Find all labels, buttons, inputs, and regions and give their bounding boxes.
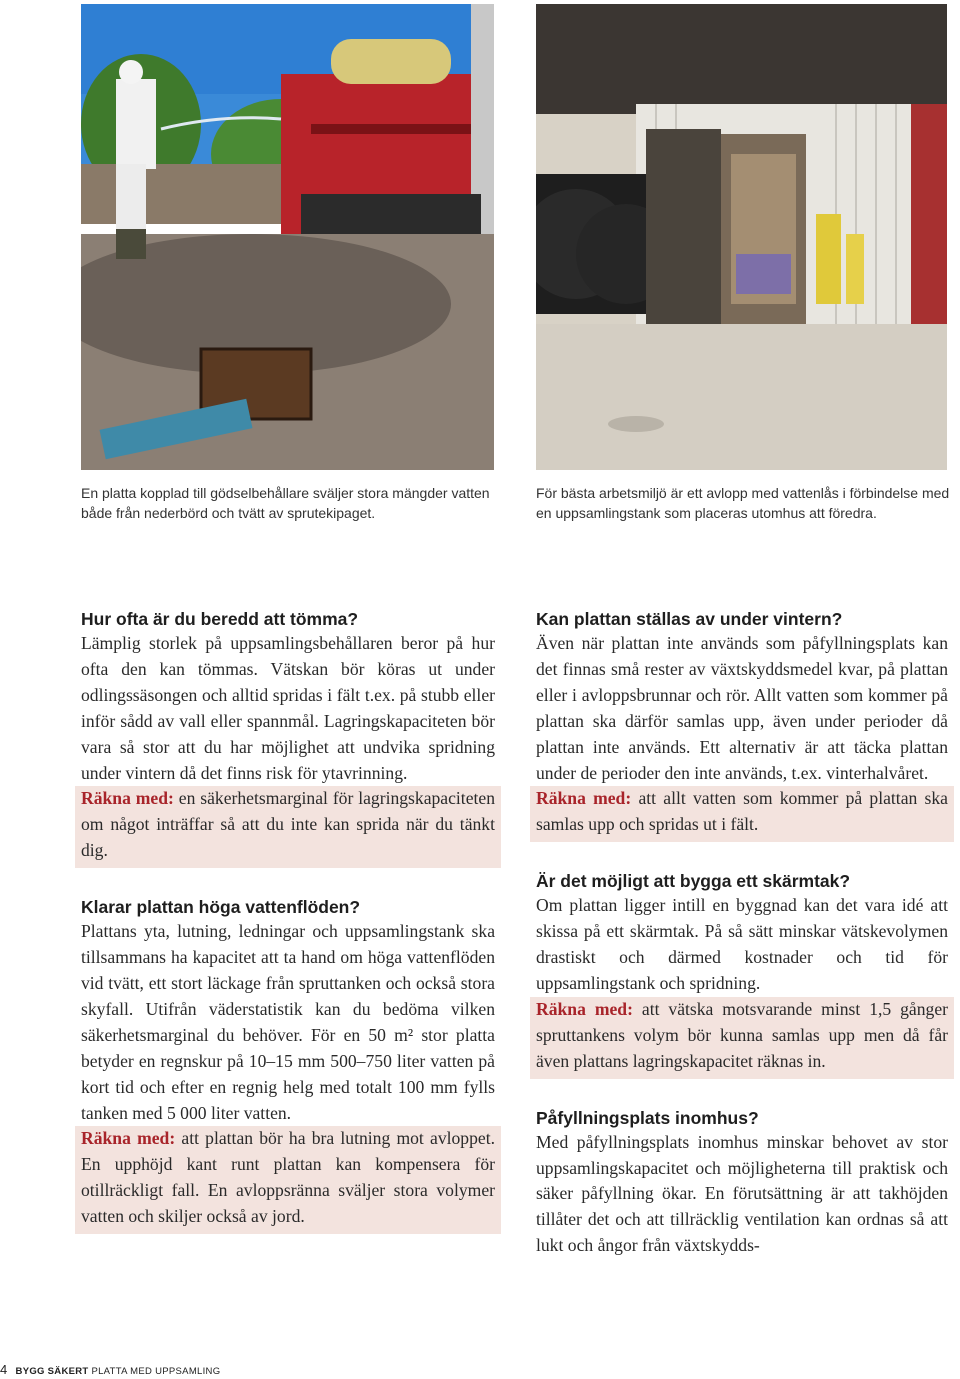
section-body: Plattans yta, lutning, ledningar och uppsamlingstank ska tillsammans ha kapacitet att ta hand om höga vattenflöden vid tvätt, ett stort läckage från spruttanken och också stora skyfall. Utifrån väderstatistik kan du bedöma vilken säkerhetsmarginal du behöver. För en 50 m² stor platta betyder en regnskur på 10–15 mm 500–750 liter vatten på kort tid och efter en regnig helg med totalt 100 mm fylls tanken med 5 000 liter vatten. [81,921,495,1123]
section-indoor-filling [536,1106,948,1260]
left-column [81,607,495,1234]
calc-box [530,997,954,1079]
section-winter [536,607,948,842]
section-heading: Kan plattan ställas av under vintern? [536,609,843,629]
calc-text: att allt vatten som kommer på plattan ska samlas upp och spridas ut i fält. [536,788,948,835]
calc-label: Räkna med: [536,788,632,809]
section-heading: Är det möjligt att bygga ett skärmtak? [536,871,851,892]
right-column [536,607,948,1259]
calc-label: Räkna med: [81,788,174,809]
section-heading: Hur ofta är du beredd att tömma? [81,609,359,629]
photo-washing-sprayer [81,4,494,470]
page-footer [0,1362,220,1377]
photo-storage-room [536,4,947,470]
footer-title-bold: BYGG SÄKERT [15,1366,89,1377]
footer-title-rest: PLATTA MED UPPSAMLING [88,1366,221,1377]
section-roof [536,869,948,1078]
page-number: 4 [0,1362,8,1377]
calc-label: Räkna med: [81,1128,176,1149]
section-heading: Klarar plattan höga vattenflöden? [81,897,361,918]
section-emptying [81,607,495,868]
calc-box [530,786,954,842]
section-body: Med påfyllningsplats inomhus minskar behovet av stor uppsamlingskapacitet och möjligheterna till praktisk och säker påfyllning ökar. En förutsättning är att takhöjden tillåter det och att tillräcklig ventilation kan ordnas så att lukt och ångor från växtskydds- [536,1131,948,1256]
caption-right: För bästa arbetsmiljö är ett avlopp med vattenlås i förbindelse med en uppsamlingstank som placeras utomhus att föredra. [536,485,950,521]
calc-text: en säkerhetsmarginal för lagringskapaciteten om något inträffar så att du inte kan sprida när du tänkt dig. [81,788,495,861]
section-body: Lämplig storlek på uppsamlingsbehållaren beror på hur ofta den kan tömmas. Vätskan bör köras ut under odlingssäsongen och alltid spridas i fält t.ex. på stubb eller inför sådd av vall eller spannmål. Lagringskapaciteten bör vara så stor att du har möjlighet att undvika spridning under vintern då det finns risk för ytavrinning. [81,633,495,783]
calc-text: att vätska motsvarande minst 1,5 gånger spruttankens volym bör kunna samlas upp men då får även plattans lagringskapacitet räknas in. [536,998,948,1071]
calc-text: att plattan bör ha bra lutning mot avloppet. En upphöjd kant runt plattan kan kompensera för otillräckligt fall. En avloppsränna sväljer stora volymer vatten och skiljer också av jord. [81,1128,495,1227]
calc-label: Räkna med: [536,998,633,1019]
section-body: Även när plattan inte används som påfyllningsplats kan det finnas små rester av växtskyddsmedel kvar, på plattan eller i avloppsbrunnar och rör. Allt vatten som kommer på plattan ska därför samlas upp, även under perioder då plattan inte används. Ett alternativ är att täcka plattan under de perioder den inte används, t.ex. vinterhalvåret. [536,633,948,783]
section-heading: Påfyllningsplats inomhus? [536,1107,759,1128]
section-water-flows [81,895,495,1234]
caption-left: En platta kopplad till gödselbehållare sväljer stora mängder vatten både från nederbörd och tvätt av sprutekipaget. [81,485,490,521]
calc-box [75,786,501,868]
section-body: Om plattan ligger intill en byggnad kan det vara idé att skissa på ett skärmtak. På så sätt minskar vätskevolymen drastiskt och därmed kostnader och tid för uppsamlingstank och spridning. [536,895,948,993]
calc-box [75,1126,501,1234]
